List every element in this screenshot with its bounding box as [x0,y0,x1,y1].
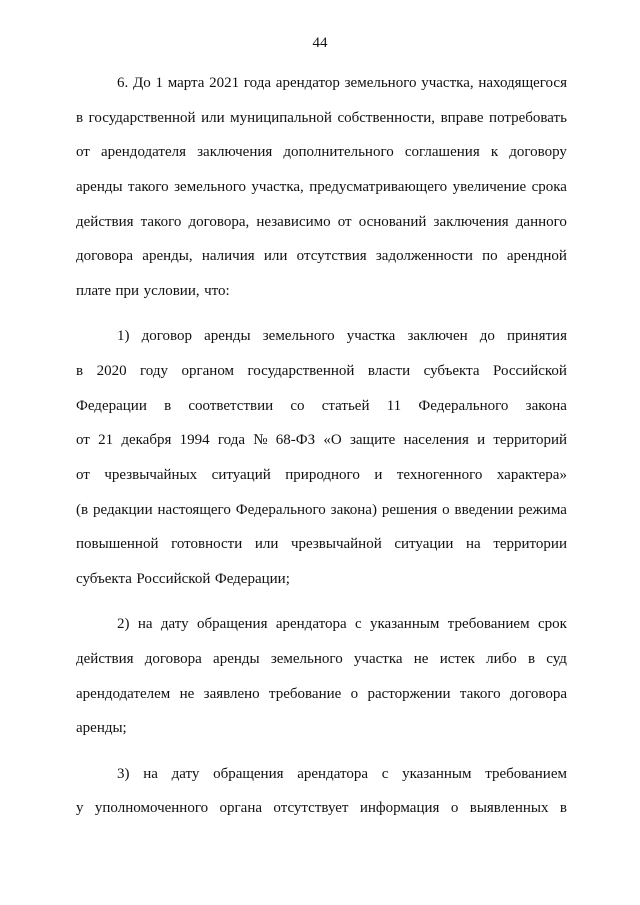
word: земельного [344,75,417,91]
word: настоящего [157,501,231,518]
word: арендатор [275,75,340,91]
word: до [479,328,495,345]
word: ситуации [394,536,454,553]
word: введении [454,501,514,518]
word: на [143,765,158,782]
word: суд [546,651,567,667]
word: договора [76,248,134,265]
word: обращения [213,765,284,782]
word: требование [269,685,342,702]
word: от [76,432,90,449]
word: в [76,109,84,126]
word: договора [509,685,567,702]
word: режима [518,501,567,518]
word: арендатора [275,616,347,633]
text-line [76,642,567,677]
text-line [76,677,567,712]
word: дату [171,765,200,782]
word: органа [219,800,263,817]
word: муниципальной [230,109,332,126]
word: указанным [402,765,472,782]
word: органом [181,363,235,379]
word: обращения [197,616,268,633]
word: не [413,651,429,667]
paragraph [76,319,567,597]
word: о [442,501,450,518]
word: Российской [136,571,211,588]
word: истек [439,651,475,667]
word: такого [127,179,169,196]
word: 1994 [179,432,210,449]
word: аренды, [142,248,193,265]
text-line [76,562,567,597]
paragraph [76,757,567,826]
word: на [466,536,481,553]
word: дополнительного [283,144,394,161]
word: договор [141,328,192,345]
word: заключен [407,328,468,345]
word: срок [537,616,567,633]
word: со [290,397,305,414]
word: уполномоченного [94,800,209,817]
word: не [179,685,195,702]
word: такого [140,213,182,230]
word: увеличение [452,179,527,196]
word: земельного [174,179,246,196]
word: 1) [117,328,130,345]
word: Федерации [76,397,147,414]
word: о [450,800,459,817]
word: закона) [330,501,377,518]
word: арендодателем [76,685,171,702]
text-line [76,319,567,354]
word: что: [204,283,230,300]
word: в [559,800,567,817]
word: техногенного [396,467,483,484]
word: информация [359,800,440,817]
word: закона [525,397,567,414]
word: договору [509,144,567,161]
word: договора, [188,213,250,230]
word: отсутствует [273,800,349,817]
word: До [132,75,151,91]
word: потребовать [489,109,567,126]
word: чрезвычайной [290,536,382,553]
word: статьей [321,397,370,414]
word: с [381,765,389,782]
word: Российской [493,363,567,379]
word: участка [346,328,396,345]
word: выявленных [469,800,549,817]
word: или [263,248,288,265]
word: задолженности [375,248,473,265]
word: расторжении [367,685,451,702]
word: декабря [121,432,172,449]
word: от [76,144,90,161]
word: у [76,800,84,817]
word: населения [403,432,469,449]
text-line [76,607,567,642]
word: 3) [117,765,130,782]
word: территории [493,536,567,553]
word: 2020 [96,363,127,379]
word: такого [459,685,501,702]
word: находящегося [478,75,567,91]
word: 1 [155,75,163,91]
word: указанным [370,616,440,633]
word: (в [76,501,89,518]
word: с [354,616,362,633]
paragraph [76,607,567,746]
word: 68-ФЗ [275,432,316,449]
word: защите [349,432,396,449]
word: характера» [496,467,567,484]
word: собственности, [337,109,436,126]
word: аренды [76,179,123,196]
word: году [140,363,169,379]
word: государственной [247,363,355,379]
text-line [76,527,567,562]
word: по [482,248,498,265]
word: договора [144,651,202,667]
word: 6. [117,75,129,91]
word: в [527,651,536,667]
word: № [253,432,268,449]
word: арендатора [297,765,368,782]
page-number: 44 [312,35,328,51]
word: заключения [197,144,273,161]
text-line [76,239,567,274]
word: в [164,397,172,414]
word: субъекта [76,571,132,588]
text-line [76,66,567,101]
text-line [76,423,567,458]
word: 2021 [209,75,240,91]
word: при [115,283,140,300]
word: отсутствия [296,248,367,265]
word: требованием [485,765,567,782]
word: вправе [440,109,484,126]
text-line [76,354,567,389]
text-line [76,757,567,792]
word: аренды; [76,720,127,737]
text-line [76,101,567,136]
word: принятия [507,328,567,345]
word: территорий [493,432,567,449]
word: на [137,616,153,633]
word: марта [167,75,205,91]
word: о [350,685,359,702]
word: государственной [88,109,196,126]
word: или [254,536,279,553]
word: от [76,467,90,484]
word: участка, [421,75,474,91]
word: повышенной [76,536,159,553]
word: природного [285,467,360,484]
word: требованием [447,616,530,633]
word: независимо [256,213,331,230]
word: готовности [171,536,243,553]
word: года [243,75,272,91]
word: заключения [433,213,509,230]
word: ситуаций [211,467,271,484]
word: субъекта [423,363,480,379]
text-line [76,389,567,424]
text-line [76,274,567,309]
word: «О [323,432,342,449]
word: наличия [201,248,255,265]
paragraph-gap [76,309,567,320]
word: соответствии [188,397,274,414]
word: и [374,467,383,484]
word: участка, [251,179,304,196]
word: либо [486,651,517,667]
text-line [76,711,567,746]
word: власти [367,363,411,379]
text-line [76,458,567,493]
word: чрезвычайных [104,467,198,484]
word: предусматривающего [309,179,448,196]
word: Федерации; [214,571,290,588]
word: действия [76,213,134,230]
word: 2) [117,616,130,633]
word: 11 [386,397,402,414]
word: земельного [262,328,335,345]
word: соглашения [404,144,480,161]
word: аренды [204,328,251,345]
word: решения [381,501,438,518]
word: и [477,432,486,449]
word: условии, [143,283,200,300]
word: арендодателя [100,144,187,161]
word: действия [76,651,134,667]
word: редакции [92,501,153,518]
word: к [490,144,499,161]
word: года [217,432,245,449]
document-body [76,66,567,826]
word: участка [353,651,403,667]
word: земельного [270,651,343,667]
text-line [76,791,567,826]
word: от [337,213,352,230]
word: дату [160,616,189,633]
word: 21 [98,432,114,449]
word: оснований [358,213,427,230]
word: плате [76,283,111,300]
word: Федерального [235,501,326,518]
text-line [76,135,567,170]
text-line [76,170,567,205]
word: заявлено [203,685,260,702]
word: или [201,109,225,126]
word: аренды [213,651,260,667]
paragraph-gap [76,746,567,757]
word: Федерального [418,397,509,414]
paragraph [76,66,567,309]
text-line [76,493,567,528]
word: срока [531,179,567,196]
word: данного [515,213,567,230]
word: в [76,363,84,379]
text-line [76,205,567,240]
paragraph-gap [76,597,567,608]
word: арендной [506,248,567,265]
